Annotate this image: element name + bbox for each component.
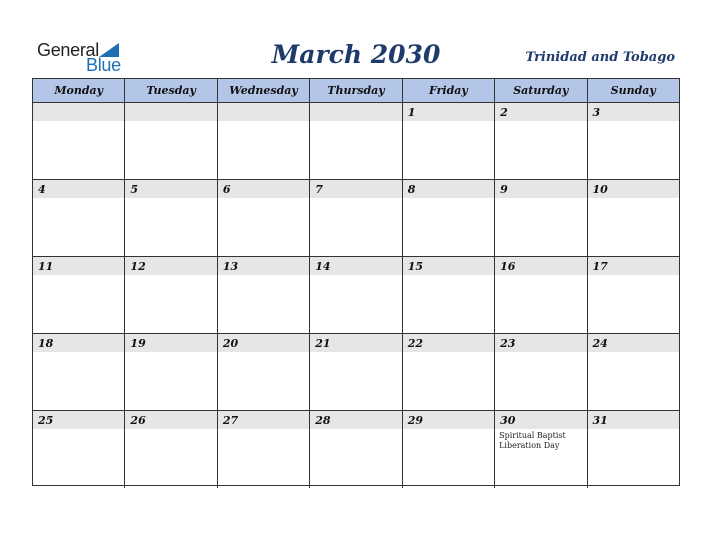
day-cell <box>588 180 679 256</box>
calendar-weeks <box>33 103 679 488</box>
weekday-header: Monday <box>33 79 125 102</box>
week-row <box>33 103 679 180</box>
day-cell <box>495 411 587 488</box>
day-number: 3 <box>592 106 601 119</box>
day-number: 31 <box>592 414 608 427</box>
day-number: 22 <box>407 337 423 350</box>
weekday-header: Wednesday <box>218 79 310 102</box>
day-number: 23 <box>500 337 516 350</box>
day-cell <box>403 180 495 256</box>
day-number: 7 <box>315 183 323 196</box>
day-cell <box>33 334 125 410</box>
day-cell <box>403 257 495 333</box>
day-number: 20 <box>222 337 239 350</box>
day-number: 17 <box>592 260 608 273</box>
day-cell <box>33 411 125 488</box>
day-cell <box>310 257 402 333</box>
day-cell <box>310 334 402 410</box>
day-cell <box>125 334 217 410</box>
day-cell <box>218 334 310 410</box>
day-number: 18 <box>38 337 54 350</box>
day-number: 12 <box>130 260 146 273</box>
day-number: 8 <box>407 183 416 196</box>
day-number: 10 <box>592 183 608 196</box>
weekday-header: Tuesday <box>125 79 217 102</box>
day-number: 25 <box>38 414 54 427</box>
day-number: 24 <box>592 337 608 350</box>
day-number: 6 <box>222 183 231 196</box>
weekday-header: Thursday <box>310 79 402 102</box>
weekday-header: Friday <box>403 79 495 102</box>
calendar-grid <box>32 78 680 486</box>
day-cell <box>310 180 402 256</box>
day-cell <box>218 411 310 488</box>
day-cell <box>125 257 217 333</box>
day-cell <box>495 257 587 333</box>
day-cell <box>495 180 587 256</box>
day-number: 30 <box>500 414 516 427</box>
day-cell <box>588 411 679 488</box>
weekday-header: Sunday <box>610 84 656 97</box>
week-row <box>33 334 679 411</box>
calendar-title: March 2030 <box>271 40 441 69</box>
day-cell <box>218 103 310 179</box>
day-cell <box>403 103 495 179</box>
weekday-header-row <box>33 79 679 103</box>
day-number: 27 <box>222 414 239 427</box>
day-number: 21 <box>315 337 331 350</box>
week-row <box>33 180 679 257</box>
day-cell <box>33 103 125 179</box>
day-number: 14 <box>315 260 331 273</box>
day-number: 19 <box>130 337 146 350</box>
day-number: 9 <box>500 183 508 196</box>
week-row <box>33 411 679 488</box>
day-cell <box>588 257 679 333</box>
day-cell <box>310 411 402 488</box>
day-cell <box>125 180 217 256</box>
logo-text-general: General <box>37 40 99 60</box>
day-cell <box>403 334 495 410</box>
day-cell <box>495 103 587 179</box>
day-cell <box>495 334 587 410</box>
day-cell <box>33 180 125 256</box>
day-number: 28 <box>315 414 331 427</box>
day-cell <box>588 334 679 410</box>
day-cell <box>403 411 495 488</box>
day-number: 4 <box>38 183 46 196</box>
holiday-label: Spiritual Baptist Liberation Day <box>499 431 566 450</box>
day-cell <box>33 257 125 333</box>
day-number: 13 <box>222 260 239 273</box>
day-cell <box>310 103 402 179</box>
day-cell <box>218 257 310 333</box>
logo-text-blue: Blue <box>86 55 121 75</box>
day-cell <box>588 103 679 179</box>
day-number: 26 <box>130 414 146 427</box>
country-label: Trinidad and Tobago <box>525 50 675 65</box>
weekday-header: Saturday <box>495 79 587 102</box>
day-cell <box>125 103 217 179</box>
day-number: 2 <box>500 106 508 119</box>
day-number: 29 <box>407 414 423 427</box>
day-number: 1 <box>407 106 416 119</box>
day-number: 15 <box>407 260 423 273</box>
day-cell <box>125 411 217 488</box>
week-row <box>33 257 679 334</box>
day-cell <box>218 180 310 256</box>
day-number: 16 <box>500 260 516 273</box>
day-number: 5 <box>130 183 139 196</box>
day-number: 11 <box>38 260 54 273</box>
